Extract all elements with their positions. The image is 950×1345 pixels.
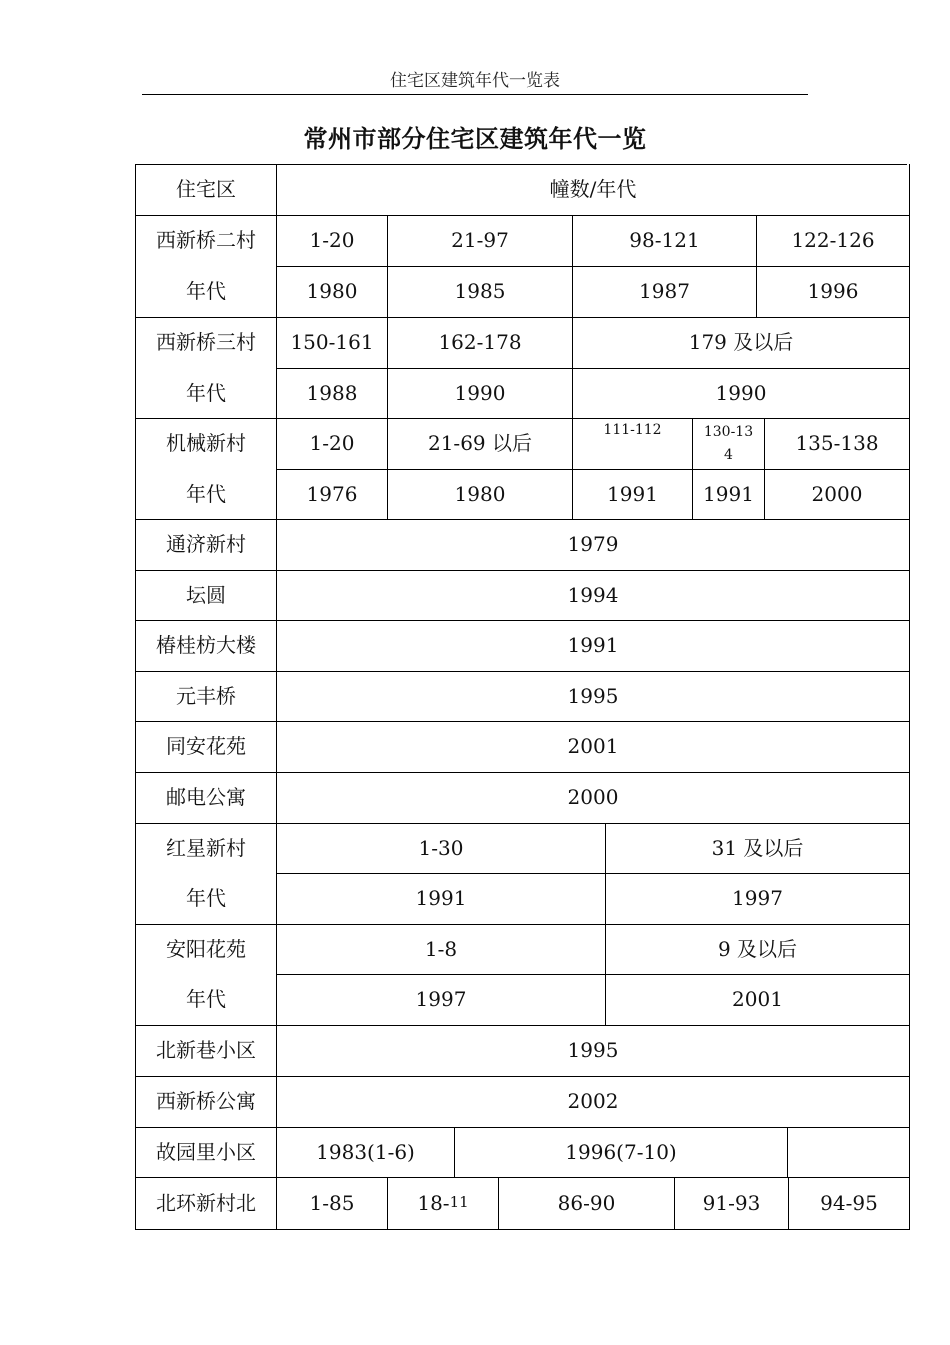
area-name: 红星新村 (166, 835, 246, 860)
area-name: 机械新村 (166, 431, 246, 455)
build-year: 1994 (567, 582, 619, 607)
area-name: 通济新村 (166, 532, 246, 556)
build-year: 1997 (415, 987, 467, 1011)
build-year: 2000 (811, 481, 863, 506)
build-year: 1980 (306, 279, 358, 303)
building-range: 98-121 (629, 228, 700, 252)
building-range: 21-69 以后 (427, 431, 532, 455)
build-year: 1991 (567, 633, 619, 657)
build-year: 1983(1-6) (316, 1139, 415, 1164)
empty-cell (788, 1127, 909, 1177)
build-year: 1985 (454, 279, 506, 303)
building-range: 150-161 (290, 330, 374, 354)
running-header: 住宅区建筑年代一览表 (390, 71, 560, 91)
build-year: 1997 (732, 886, 783, 910)
building-year-table (135, 164, 910, 1230)
area-name: 邮电公寓 (166, 785, 246, 809)
building-range: 86-90 (557, 1190, 616, 1215)
build-year: 2002 (567, 1089, 619, 1113)
building-range-part: 18- (417, 1190, 450, 1215)
page-title: 常州市部分住宅区建筑年代一览 (303, 124, 647, 153)
header-rule (142, 94, 808, 95)
year-label: 年代 (186, 987, 226, 1011)
year-label: 年代 (186, 481, 226, 506)
building-range: 1-20 (309, 228, 355, 252)
build-year: 1976 (306, 481, 358, 506)
build-year: 1987 (639, 279, 690, 303)
build-year: 1996(7-10) (565, 1139, 677, 1164)
area-name: 西新桥三村 (156, 330, 256, 354)
build-year: 1991 (607, 481, 658, 506)
building-range: 1-30 (418, 835, 464, 860)
build-year: 1988 (306, 380, 358, 405)
area-name: 北环新村北 (156, 1190, 256, 1215)
building-range: 179 及以后 (688, 330, 794, 354)
area-name: 安阳花苑 (166, 936, 246, 961)
building-range: 162-178 (438, 330, 522, 354)
building-range: 91-93 (702, 1190, 761, 1215)
building-range: 111-112 (603, 422, 662, 438)
area-name: 故园里小区 (156, 1139, 256, 1164)
area-name: 椿桂枋大楼 (156, 633, 256, 657)
build-year: 2001 (732, 987, 783, 1011)
building-range: 135-138 (795, 431, 879, 455)
header-residential-area: 住宅区 (176, 177, 236, 201)
build-year: 2000 (567, 785, 619, 809)
build-year: 1980 (454, 481, 506, 506)
building-range: 1-20 (309, 431, 355, 455)
year-label: 年代 (186, 886, 226, 910)
year-label: 年代 (186, 380, 226, 405)
area-name: 西新桥公寓 (156, 1089, 256, 1113)
build-year: 2001 (567, 734, 619, 758)
building-range: 21-97 (451, 228, 509, 252)
build-year: 1995 (567, 1038, 619, 1062)
build-year: 1996 (807, 279, 859, 303)
building-range-part-small: 11 (449, 1193, 469, 1212)
build-year: 1979 (567, 532, 619, 556)
build-year: 1991 (703, 481, 754, 506)
build-year: 1991 (415, 886, 467, 910)
build-year: 1990 (454, 380, 506, 405)
building-range: 9 及以后 (717, 936, 798, 961)
area-name: 同安花苑 (166, 734, 246, 758)
area-name: 北新巷小区 (156, 1038, 256, 1062)
building-range: 122-126 (791, 228, 875, 252)
area-name: 坛圆 (186, 582, 226, 607)
building-range-line: 130-13 (703, 424, 754, 441)
building-range (388, 1177, 498, 1229)
year-label: 年代 (186, 279, 226, 303)
building-range-line: 4 (724, 446, 733, 463)
build-year: 1995 (567, 683, 619, 708)
building-range: 94-95 (820, 1190, 878, 1215)
building-range: 1-85 (309, 1190, 355, 1215)
building-range: 31 及以后 (711, 835, 804, 860)
area-name: 西新桥二村 (156, 228, 256, 252)
area-name: 元丰桥 (176, 683, 236, 708)
header-buildings-years: 幢数/年代 (549, 177, 637, 201)
building-range: 1-8 (424, 936, 458, 961)
building-range (693, 418, 764, 469)
build-year: 1990 (715, 380, 767, 405)
